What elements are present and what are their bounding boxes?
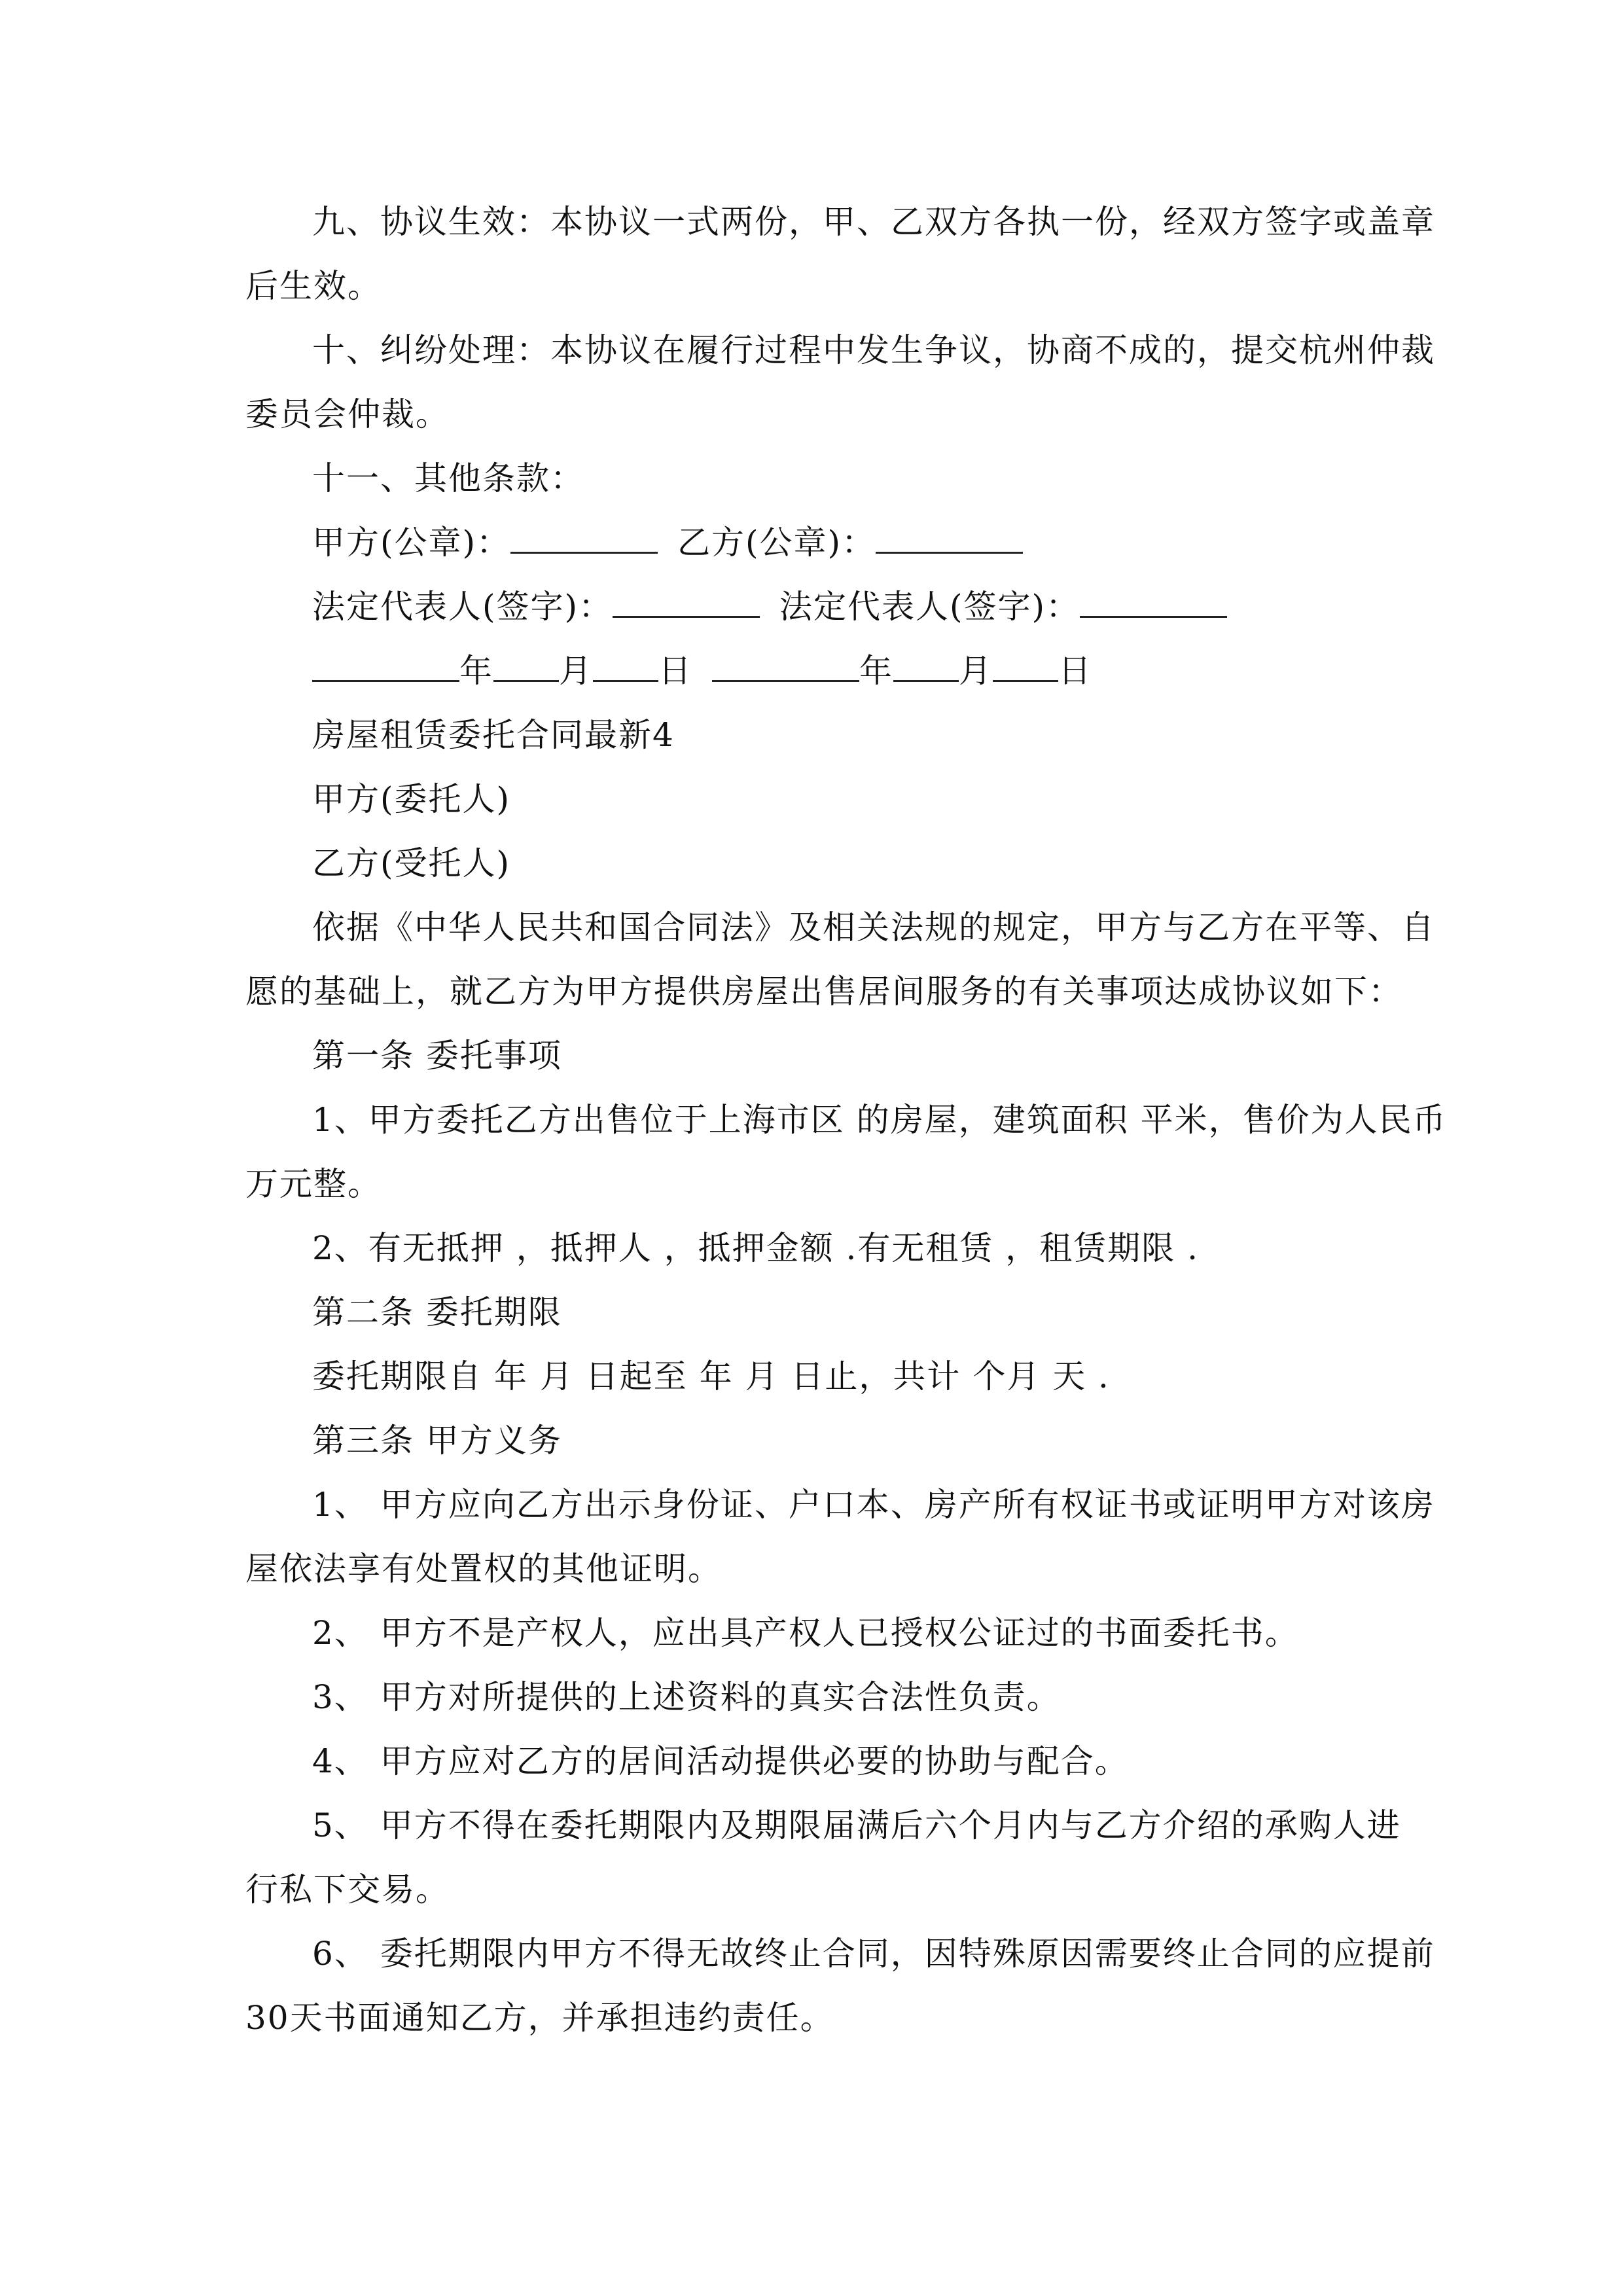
date-b-month-blank <box>893 641 959 682</box>
party-b-seal-label: 乙方(公章)： <box>677 524 876 562</box>
article3-item5-line1: 5、 甲方不得在委托期限内及期限届满后六个月内与乙方介绍的承购人进 <box>312 1806 1401 1844</box>
article1-item1-line1: 1、甲方委托乙方出售位于上海市区 的房屋，建筑面积 平米，售价为人民币 <box>312 1101 1447 1139</box>
preamble-line2: 愿的基础上，就乙方为甲方提供房屋出售居间服务的有关事项达成协议如下： <box>245 973 1402 1011</box>
date-b-day: 日 <box>1058 652 1092 690</box>
article3-item2: 2、 甲方不是产权人，应出具产权人已授权公证过的书面委托书。 <box>312 1614 1299 1652</box>
date-a-month-blank <box>493 641 559 682</box>
section10-line2: 委员会仲裁。 <box>245 395 450 433</box>
date-a-month: 月 <box>559 652 593 690</box>
party-b-agent: 乙方(受托人) <box>312 844 511 882</box>
date-b-year-blank <box>712 641 859 682</box>
legal-rep-b-blank <box>1080 577 1227 618</box>
section9-line1: 九、协议生效：本协议一式两份，甲、乙双方各执一份，经双方签字或盖章 <box>312 203 1435 241</box>
article1-title: 第一条 委托事项 <box>312 1037 562 1075</box>
date-row <box>245 639 1378 703</box>
article3-item1-line2: 屋依法享有处置权的其他证明。 <box>245 1550 722 1588</box>
party-b-seal-blank <box>876 512 1023 554</box>
article3-item1-line1: 1、 甲方应向乙方出示身份证、户口本、房产所有权证书或证明甲方对该房 <box>312 1486 1435 1524</box>
date-a-day: 日 <box>658 652 692 690</box>
date-a-year: 年 <box>459 652 493 690</box>
section11-heading: 十一、其他条款： <box>312 459 584 497</box>
article3-item3: 3、 甲方对所提供的上述资料的真实合法性负责。 <box>312 1678 1061 1716</box>
section10-line1: 十、纠纷处理：本协议在履行过程中发生争议，协商不成的，提交杭州仲裁 <box>312 331 1435 369</box>
legal-rep-b-label: 法定代表人(签字)： <box>779 588 1080 626</box>
article1-item2: 2、有无抵押 ，抵押人 ，抵押金额 .有无租赁 ，租赁期限 . <box>312 1229 1200 1267</box>
date-a-year-blank <box>312 641 459 682</box>
legal-rep-signature-row <box>245 575 1378 639</box>
seal-signature-row <box>245 511 1378 575</box>
contract4-title: 房屋租赁委托合同最新4 <box>312 716 675 754</box>
date-b-month: 月 <box>959 652 993 690</box>
party-a-seal-blank <box>510 512 658 554</box>
article3-title: 第三条 甲方义务 <box>312 1422 562 1460</box>
party-a-principal: 甲方(委托人) <box>312 780 511 818</box>
legal-rep-a-blank <box>613 577 760 618</box>
article2-title: 第二条 委托期限 <box>312 1293 562 1331</box>
date-b-day-blank <box>993 641 1058 682</box>
article2-text: 委托期限自 年 月 日起至 年 月 日止，共计 个月 天 . <box>312 1357 1110 1395</box>
date-a-day-blank <box>593 641 658 682</box>
preamble-line1: 依据《中华人民共和国合同法》及相关法规的规定，甲方与乙方在平等、自 <box>312 908 1435 946</box>
party-a-seal-label: 甲方(公章)： <box>312 524 511 562</box>
date-b-year: 年 <box>859 652 893 690</box>
article3-item6-line2: 30天书面通知乙方，并承担违约责任。 <box>245 1999 834 2037</box>
article1-item1-line2: 万元整。 <box>245 1165 382 1203</box>
article3-item5-line2: 行私下交易。 <box>245 1871 450 1909</box>
article3-item6-line1: 6、 委托期限内甲方不得无故终止合同，因特殊原因需要终止合同的应提前 <box>312 1935 1435 1973</box>
article3-item4: 4、 甲方应对乙方的居间活动提供必要的协助与配合。 <box>312 1742 1129 1780</box>
document-page <box>245 190 1447 2050</box>
section9-line2: 后生效。 <box>245 267 382 305</box>
legal-rep-a-label: 法定代表人(签字)： <box>312 588 613 626</box>
